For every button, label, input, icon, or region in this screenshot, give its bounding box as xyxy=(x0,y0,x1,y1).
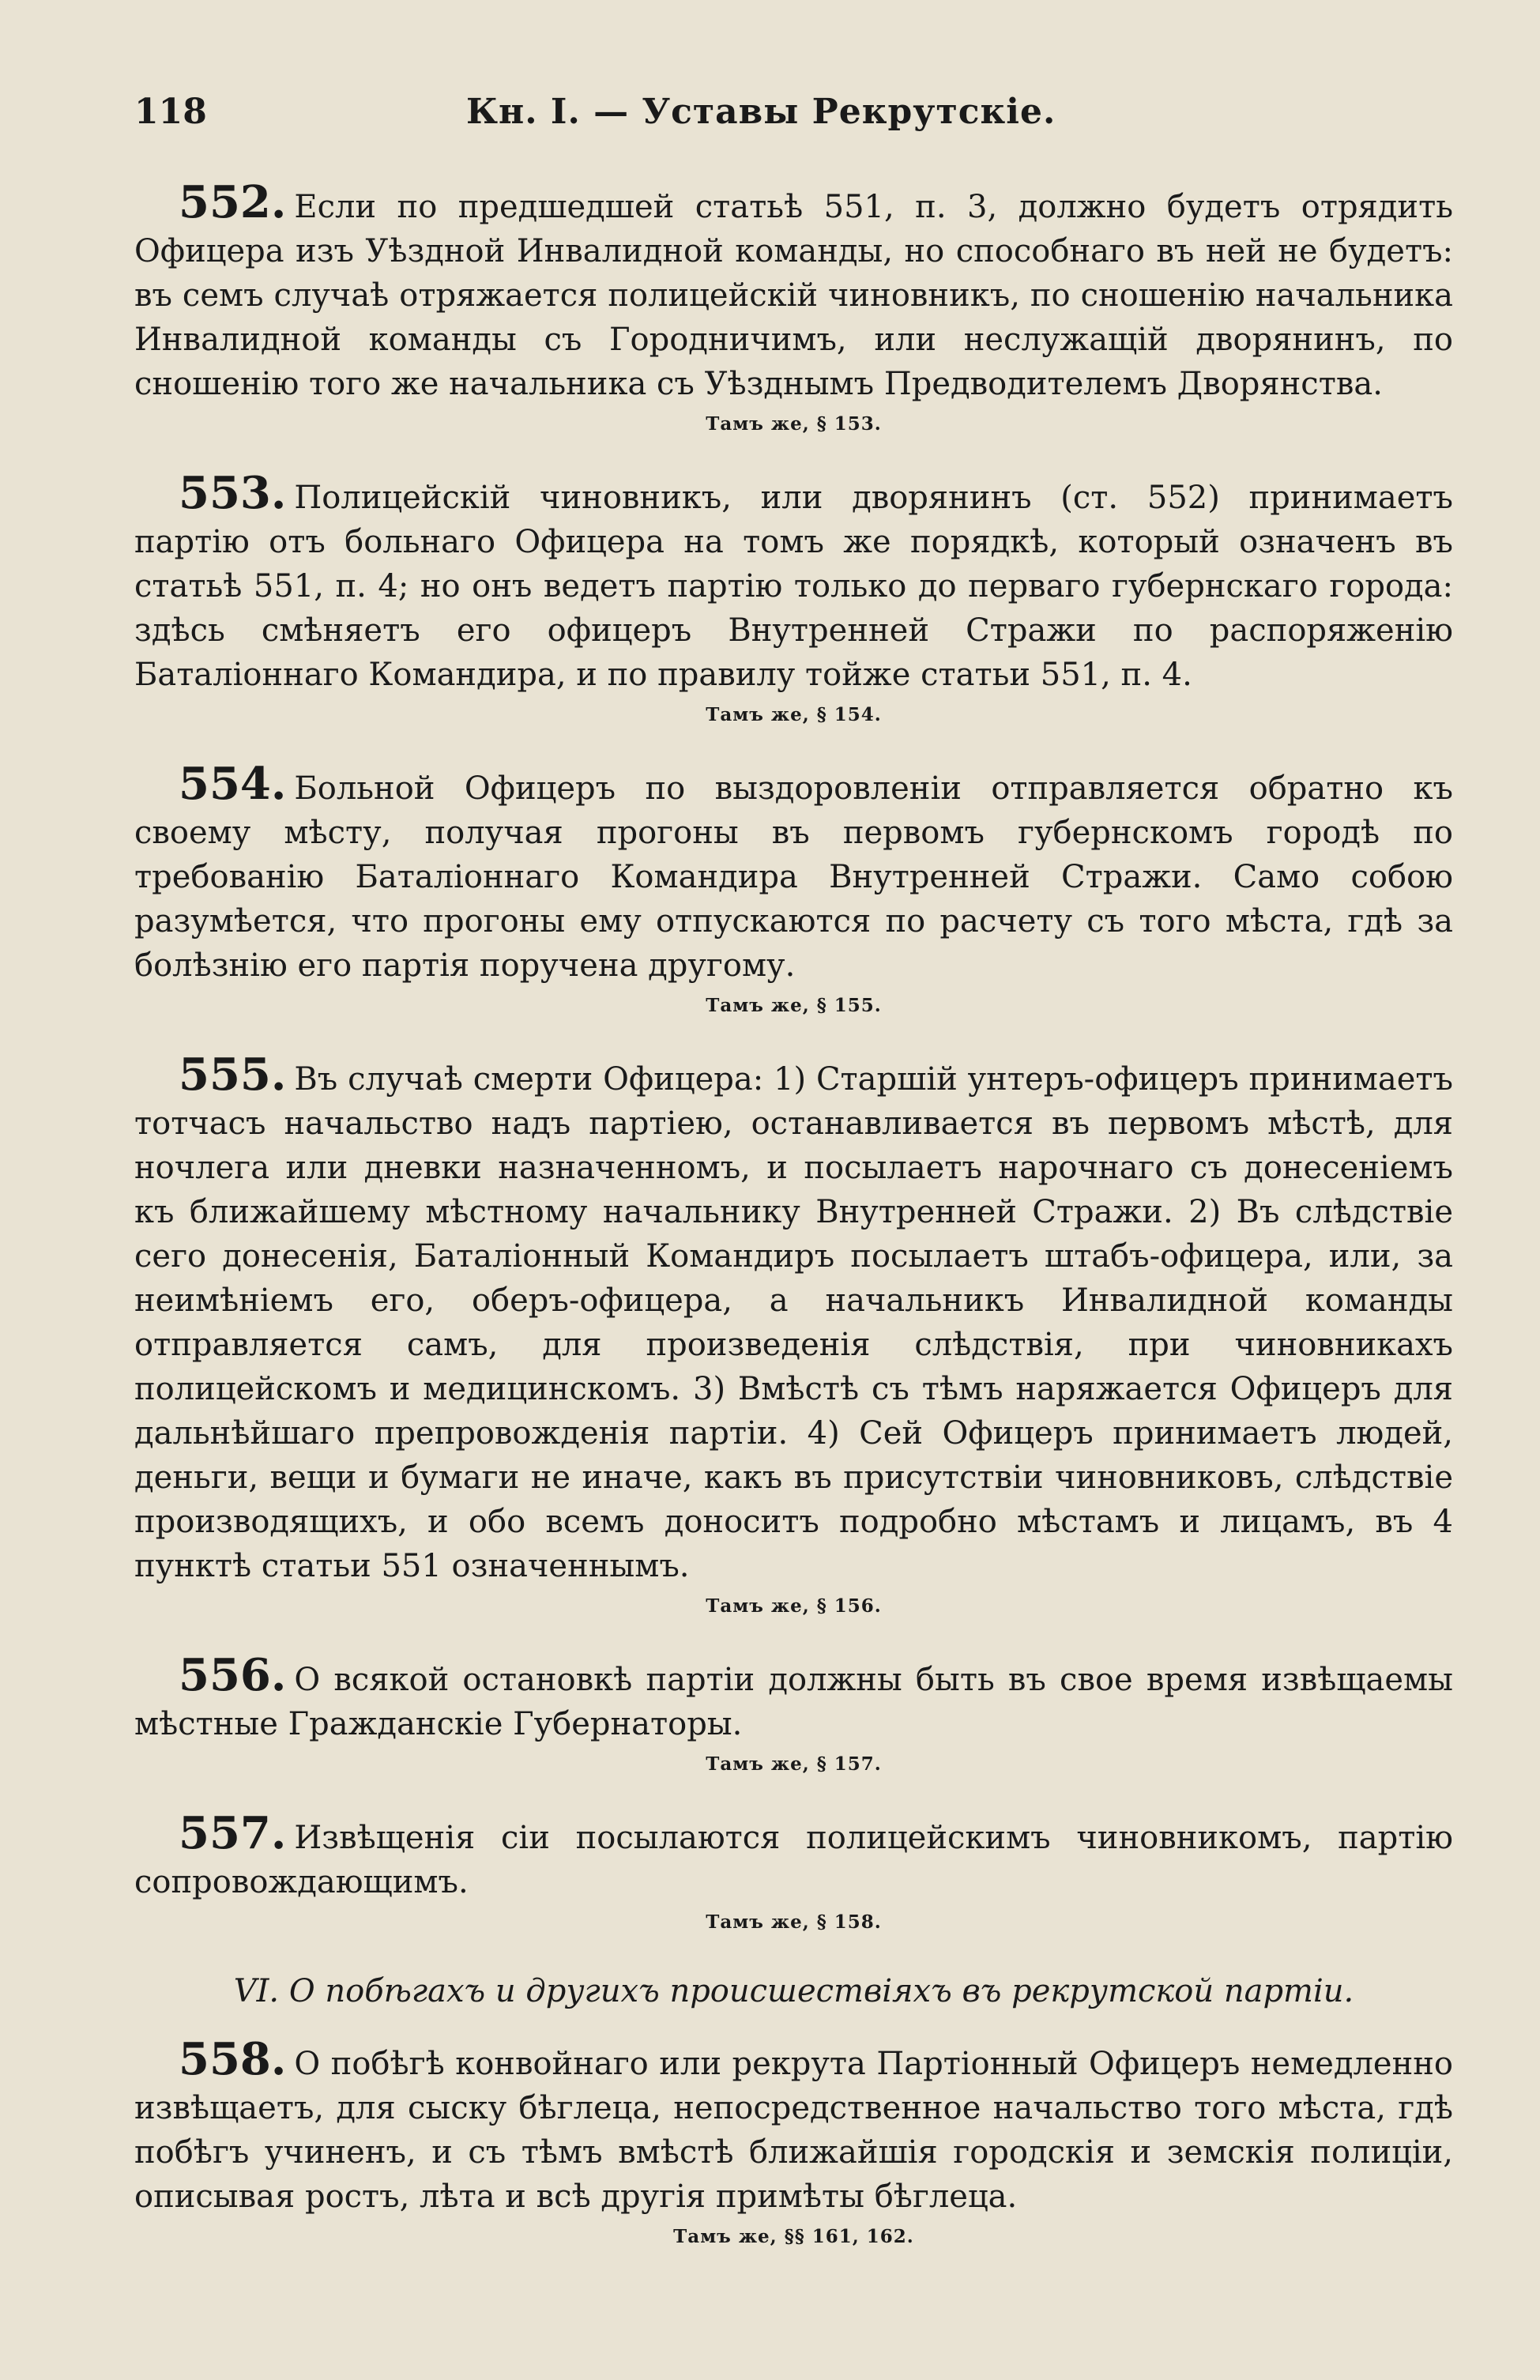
article-number: 557. xyxy=(179,1807,287,1859)
article-number: 554. xyxy=(179,758,287,810)
article-552 xyxy=(134,176,1453,436)
running-head: Кн. I. — Уставы Рекрутскіе. xyxy=(466,92,1056,132)
article-number: 556. xyxy=(179,1649,287,1701)
article-number: 555. xyxy=(179,1049,287,1101)
article-text: Полицейскій чиновникъ, или дворянинъ (ст. 552) принимаетъ партію отъ больнаго Офицера на томъ же порядкѣ, который означенъ въ статьѣ 551, п. 4; но онъ ведетъ партію только до перваго губернскаго города: здѣсь смѣняетъ его офицеръ Внутренней Стражи по распоряженію Баталіоннаго Командира, и по правилу тойже статьи 551, п. 4. xyxy=(134,480,1453,693)
article-source: Тамъ же, § 158. xyxy=(706,1911,882,1933)
article-text: Въ случаѣ смерти Офицера: 1) Старшій унтеръ-офицеръ принимаетъ тотчасъ начальство надъ партіею, останавливается въ первомъ мѣстѣ, для ночлега или дневки назначенномъ, и посылаетъ нарочнаго съ донесеніемъ къ ближайшему мѣстному начальнику Внутренней Стражи. 2) Въ слѣдствіе сего донесенія, Баталіонный Командиръ посылаетъ штабъ-офицера, или, за неимѣніемъ его, оберъ-офицера, а начальникъ Инвалидной команды отправляется самъ, для произведенія слѣдствія, при чиновникахъ полицейскомъ и медицинскомъ. 3) Вмѣстѣ съ тѣмъ наряжается Офицеръ для дальнѣйшаго препровожденія партіи. 4) Сей Офицеръ принимаетъ людей, деньги, вещи и бумаги не иначе, какъ въ присутствіи чиновниковъ, слѣдствіе производящихъ, и обо всемъ доноситъ подробно мѣстамъ и лицамъ, въ 4 пунктѣ статьи 551 означеннымъ. xyxy=(134,1061,1453,1584)
article-557 xyxy=(134,1807,1453,1934)
article-source: Тамъ же, § 157. xyxy=(706,1753,882,1775)
article-553 xyxy=(134,467,1453,727)
page-number: 118 xyxy=(134,92,207,132)
article-number: 552. xyxy=(179,176,287,228)
article-555 xyxy=(134,1049,1453,1618)
article-text: О побѣгѣ конвойнаго или рекрута Партіонный Офицеръ немедленно извѣщаетъ, для сыску бѣглеца, непосредственное начальство того мѣста, гдѣ побѣгъ учиненъ, и съ тѣмъ вмѣстѣ ближайшія городскія и земскія полиціи, описывая ростъ, лѣта и всѣ другія примѣты бѣглеца. xyxy=(134,2046,1453,2215)
article-source: Тамъ же, § 155. xyxy=(706,995,882,1016)
article-source: Тамъ же, §§ 161, 162. xyxy=(673,2226,914,2247)
article-number: 558. xyxy=(179,2033,287,2085)
page-header xyxy=(134,88,1453,136)
article-554 xyxy=(134,758,1453,1018)
article-text: Больной Офицеръ по выздоровленіи отправляется обратно къ своему мѣсту, получая прогоны въ первомъ губернскомъ городѣ по требованію Баталіоннаго Командира Внутренней Стражи. Само собою разумѣется, что прогоны ему отпускаются по расчету съ того мѣста, гдѣ за болѣзнію его партія поручена другому. xyxy=(134,770,1453,984)
article-source: Тамъ же, § 153. xyxy=(706,413,882,435)
article-text: О всякой остановкѣ партіи должны быть въ свое время извѣщаемы мѣстные Гражданскіе Губернаторы. xyxy=(134,1662,1453,1742)
article-source: Тамъ же, § 156. xyxy=(706,1595,882,1617)
section-heading: VI. О побѣгахъ и другихъ происшествіяхъ въ рекрутской партіи. xyxy=(233,1973,1354,2009)
article-556 xyxy=(134,1649,1453,1776)
article-source: Тамъ же, § 154. xyxy=(706,704,882,725)
article-text: Извѣщенія сіи посылаются полицейскимъ чиновникомъ, партію сопровождающимъ. xyxy=(134,1820,1453,1900)
article-558 xyxy=(134,2033,1453,2249)
article-number: 553. xyxy=(179,467,287,519)
article-text: Если по предшедшей статьѣ 551, п. 3, должно будетъ отрядить Офицера изъ Уѣздной Инвалидной команды, но способнаго въ ней не будетъ: въ семъ случаѣ отряжается полицейскій чиновникъ, по сношенію начальника Инвалидной команды съ Городничимъ, или неслужащій дворянинъ, по сношенію того же начальника съ Уѣзднымъ Предводителемъ Дворянства. xyxy=(134,189,1453,402)
